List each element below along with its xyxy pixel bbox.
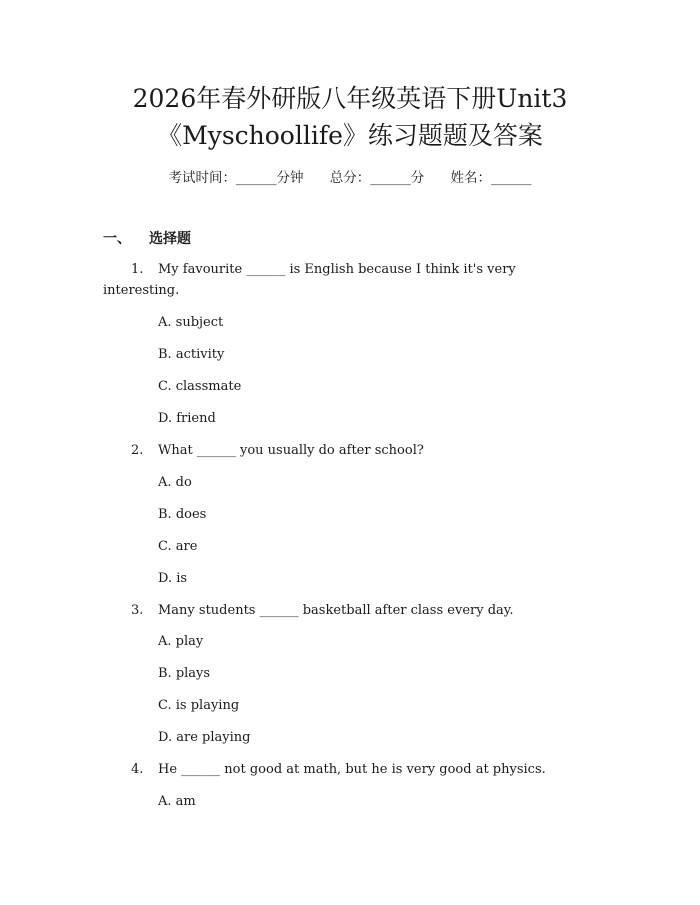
question-text: Many students ______ basketball after class every day. bbox=[158, 603, 514, 618]
page-title-line1: 2026年春外研版八年级英语下册Unit3 bbox=[132, 84, 568, 113]
question-number: 4. bbox=[131, 762, 144, 777]
option-4a[interactable]: A. am bbox=[158, 794, 196, 809]
option-2d[interactable]: D. is bbox=[158, 571, 188, 586]
option-3a[interactable]: A. play bbox=[158, 634, 204, 649]
exam-name: 姓名：______ bbox=[450, 170, 532, 186]
page-title-line2: 《Myschoollife》练习题题及答案 bbox=[157, 121, 543, 150]
option-1c[interactable]: C. classmate bbox=[158, 379, 242, 394]
option-1a[interactable]: A. subject bbox=[158, 315, 224, 330]
option-2c[interactable]: C. are bbox=[158, 539, 198, 554]
section-heading bbox=[103, 229, 191, 249]
option-1b[interactable]: B. activity bbox=[158, 347, 225, 362]
exam-time: 考试时间：______分钟 bbox=[168, 170, 304, 186]
exam-score: 总分：______分 bbox=[329, 170, 425, 186]
question-number: 2. bbox=[131, 443, 144, 458]
option-1d[interactable]: D. friend bbox=[158, 411, 216, 426]
question-number: 3. bbox=[131, 603, 144, 618]
option-3c[interactable]: C. is playing bbox=[158, 698, 240, 713]
question-4 bbox=[131, 759, 546, 780]
exam-info bbox=[0, 168, 700, 188]
question-number: 1. bbox=[131, 262, 144, 277]
question-text-continued: interesting. bbox=[103, 283, 180, 298]
option-2b[interactable]: B. does bbox=[158, 507, 207, 522]
question-3 bbox=[131, 600, 514, 621]
question-text: What ______ you usually do after school? bbox=[158, 443, 424, 458]
question-text: My favourite ______ is English because I think it's very bbox=[158, 262, 516, 277]
option-3b[interactable]: B. plays bbox=[158, 666, 211, 681]
option-3d[interactable]: D. are playing bbox=[158, 730, 251, 745]
option-2a[interactable]: A. do bbox=[158, 475, 192, 490]
question-text: He ______ not good at math, but he is very good at physics. bbox=[158, 762, 546, 777]
section-number: 一、 bbox=[103, 231, 131, 247]
section-title: 选择题 bbox=[149, 231, 191, 247]
question-1 bbox=[103, 259, 571, 298]
question-2 bbox=[131, 440, 424, 461]
